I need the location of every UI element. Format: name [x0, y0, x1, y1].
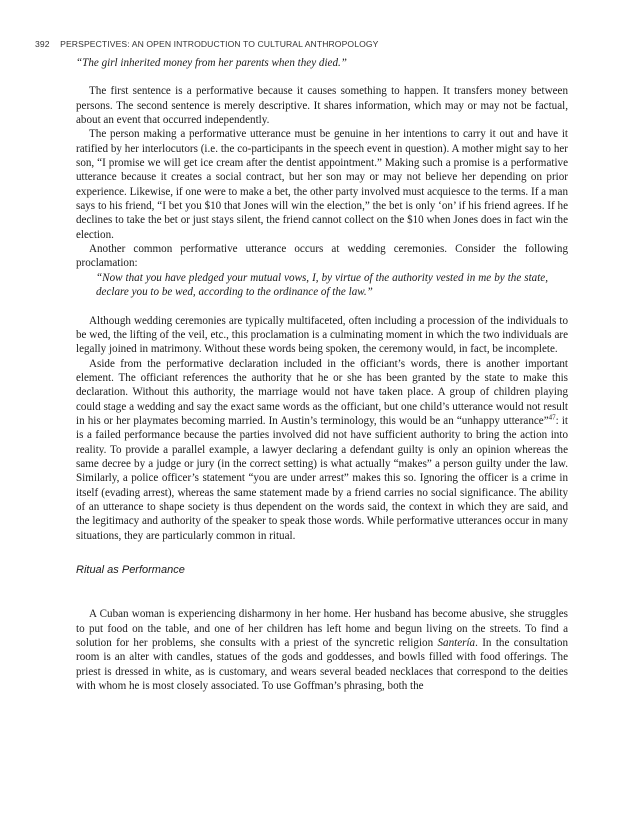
- book-title: PERSPECTIVES: AN OPEN INTRODUCTION TO CULTURAL ANTHROPOLOGY: [60, 39, 379, 49]
- running-head: [35, 39, 379, 49]
- paragraph: Although wedding ceremonies are typically multifaceted, often including a procession of the individuals to be wed, the lifting of the veil, etc., this proclamation is a culminating moment in which the two individuals are legally joined in matrimony. Without these words being spoken, the ceremony would, in fact, be incomplete.: [76, 314, 568, 356]
- italic-term: Santería: [437, 637, 476, 650]
- paragraph-text: A Cuban woman is experiencing disharmony in her home. Her husband has become abusive, she struggles to put food on the table, and one of her children has left home and begun living on the streets. To find a solution for her problems, she consults with a priest of the syncretic religion: [76, 608, 568, 650]
- page-number: 392: [35, 39, 50, 49]
- wedding-proclamation-quote: “Now that you have pledged your mutual vows, I, by virtue of the authority vested in me by the state, declare you to be wed, according to the ordinance of the law.”: [96, 271, 548, 299]
- paragraph-text: . In the consultation room is an alter with candles, statues of the gods and goddesses, and bowls filled with food offerings. The priest is dressed in white, as is customary, and wears several beaded necklaces that correspond to the deities with whom he is most closely associated. To use Goffman’s phrasing, both the: [76, 637, 568, 693]
- paragraph-text: : it is a failed performance because the parties involved did not have sufficient authority to bring the action into reality. To provide a parallel example, a lawyer declaring a defendant guilty is only an opinion whereas the same decree by a judge or jury (in the correct setting) is what actually “makes” a person guilty under the law. Similarly, a police officer’s statement “you are under arrest” makes this so. Ignoring the officer is a crime in itself (evading arrest), whereas the same statement made by a friend carries no social significance. The ability of an utterance to shape society is thus dependent on the words said, the context in which they are said, and the legitimacy and authority of the speaker to speak those words. While performative utterances occur in many situations, they are particularly common in ritual.: [76, 414, 568, 542]
- section-heading: Ritual as Performance: [76, 564, 185, 576]
- example-quote: “The girl inherited money from her parents when they died.”: [76, 57, 347, 69]
- paragraph: The person making a performative utterance must be genuine in her intentions to carry it out and have it ratified by her interlocutors (i.e. the co-participants in the speech event in question). A mother might say to her son, “I promise we will get ice cream after the dentist appointment.” Making such a promise is a performative utterance because it creates a social contract, but her son may or may not believe her depending on prior experience. Likewise, if one were to make a bet, the other party involved must acquiesce to the terms. If a man says to his friend, “I bet you $10 that Jones will win the election,” the bet is only ‘on’ if his friend agrees. If he declines to take the bet or just stays silent, the friend cannot collect on the $10 when Jones does in fact win the election.: [76, 128, 568, 241]
- paragraph: [76, 607, 568, 693]
- paragraph-text: Aside from the performative declaration included in the officiant’s words, there is another important element. The officiant references the authority that he or she has been granted by the state to make this declaration. Without this authority, the marriage would not have taken place. A group of children playing could stage a wedding and say the exact same words as the officiant, but one child’s utterance would not result in his or her playmates becoming married. In Austin’s terminology, this would be an “unhappy utterance”: [76, 357, 568, 427]
- paragraph: [76, 357, 568, 543]
- page-body: [76, 56, 568, 693]
- paragraph: The first sentence is a performative because it causes something to happen. It transfers money between persons. The second sentence is merely descriptive. It shares information, which may or may not be factual, about an event that occurred independently.: [76, 85, 568, 127]
- paragraph: Another common performative utterance occurs at wedding ceremonies. Consider the following proclamation:: [76, 243, 568, 270]
- footnote-marker: 47: [548, 413, 556, 422]
